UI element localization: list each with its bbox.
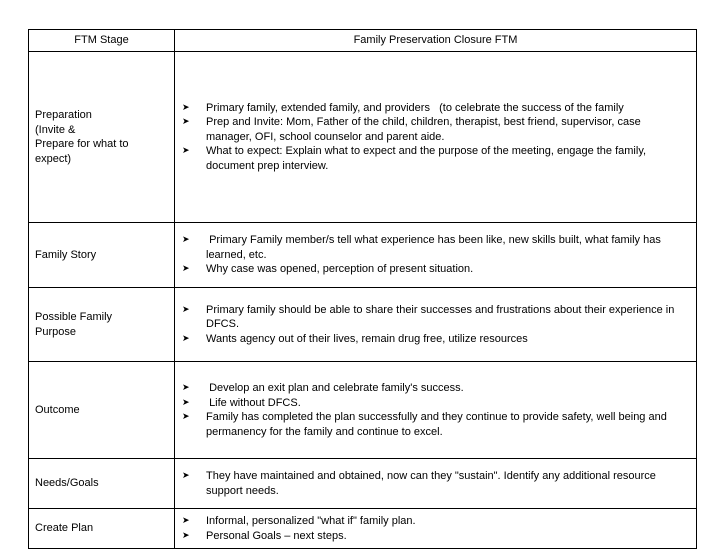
bullets-cell <box>175 459 697 509</box>
arrow-bullet-icon: ➤ <box>182 117 190 128</box>
header-ftm-stage: FTM Stage <box>29 30 175 52</box>
stage-label: Family Story <box>35 248 97 261</box>
stage-cell <box>29 52 175 223</box>
arrow-bullet-icon: ➤ <box>182 516 190 526</box>
stage-label: Create Plan <box>35 522 94 535</box>
bullet-list <box>175 303 688 347</box>
arrow-bullet-icon: ➤ <box>182 383 190 393</box>
bullets-cell <box>175 362 697 459</box>
list-item: ➤ Primary family should be able to share their successes and frustrations about their experience in DFCS. <box>182 303 678 331</box>
table-row-preparation <box>29 52 697 223</box>
list-item: ➤ Primary family, extended family, and providers (to celebrate the success of the family <box>182 101 624 114</box>
stage-cell <box>29 459 175 509</box>
bullets-cell <box>175 509 697 549</box>
list-item: ➤ Primary Family member/s tell what experience has been like, new skills built, what family has learned, etc. <box>182 234 664 261</box>
stage-label: Preparation (Invite & Prepare for what to expect) <box>35 109 129 165</box>
arrow-bullet-icon: ➤ <box>182 264 190 275</box>
list-item: ➤ Wants agency out of their lives, remain drug free, utilize resources <box>182 332 528 345</box>
stage-label: Possible Family Purpose <box>35 311 113 338</box>
bullets-cell <box>175 288 697 362</box>
arrow-bullet-icon: ➤ <box>182 102 190 113</box>
bullets-cell <box>175 52 697 223</box>
list-item: ➤ Prep and Invite: Mom, Father of the child, children, therapist, best friend, supervisor, case manager, OFI, school counselor and parent aide. <box>182 116 644 143</box>
table-header-row <box>29 30 697 52</box>
list-item: ➤ Why case was opened, perception of present situation. <box>182 263 474 276</box>
table-row-possible-family-purpose <box>29 288 697 362</box>
table-row-needs-goals <box>29 459 697 509</box>
header-family-preservation-closure: Family Preservation Closure FTM <box>175 30 697 52</box>
bullets-cell <box>175 223 697 288</box>
list-item: ➤ They have maintained and obtained, now can they "sustain". Identify any additional resource support needs. <box>182 470 659 497</box>
arrow-bullet-icon: ➤ <box>182 235 190 246</box>
arrow-bullet-icon: ➤ <box>182 397 190 408</box>
arrow-bullet-icon: ➤ <box>182 530 190 541</box>
stage-label: Outcome <box>35 403 80 416</box>
table-row-create-plan <box>29 509 697 549</box>
ftm-stage-table <box>28 29 697 549</box>
table-row-outcome <box>29 362 697 459</box>
list-item: ➤ Develop an exit plan and celebrate family's success. <box>182 382 464 394</box>
stage-cell <box>29 223 175 288</box>
stage-label: Needs/Goals <box>35 477 99 490</box>
list-item: ➤ Life without DFCS. <box>182 396 301 409</box>
arrow-bullet-icon: ➤ <box>182 333 190 344</box>
arrow-bullet-icon: ➤ <box>182 304 190 315</box>
arrow-bullet-icon: ➤ <box>182 146 190 157</box>
bullet-list <box>175 101 688 174</box>
stage-cell <box>29 288 175 362</box>
stage-cell <box>29 362 175 459</box>
list-item: ➤ What to expect: Explain what to expect and the purpose of the meeting, engage the family, document prep interview. <box>182 145 650 172</box>
list-item: ➤ Family has completed the plan successfully and they continue to provide safety, well being and permanency for the family and continue to excel. <box>182 411 670 438</box>
list-item: ➤ Informal, personalized "what if" family plan. <box>182 515 416 527</box>
stage-cell <box>29 509 175 549</box>
bullet-list <box>175 514 688 543</box>
bullet-list <box>175 381 688 439</box>
table-row-family-story <box>29 223 697 288</box>
arrow-bullet-icon: ➤ <box>182 412 190 422</box>
bullet-list <box>175 233 688 277</box>
arrow-bullet-icon: ➤ <box>182 471 190 481</box>
list-item: ➤ Personal Goals – next steps. <box>182 529 347 542</box>
bullet-list <box>175 469 688 498</box>
